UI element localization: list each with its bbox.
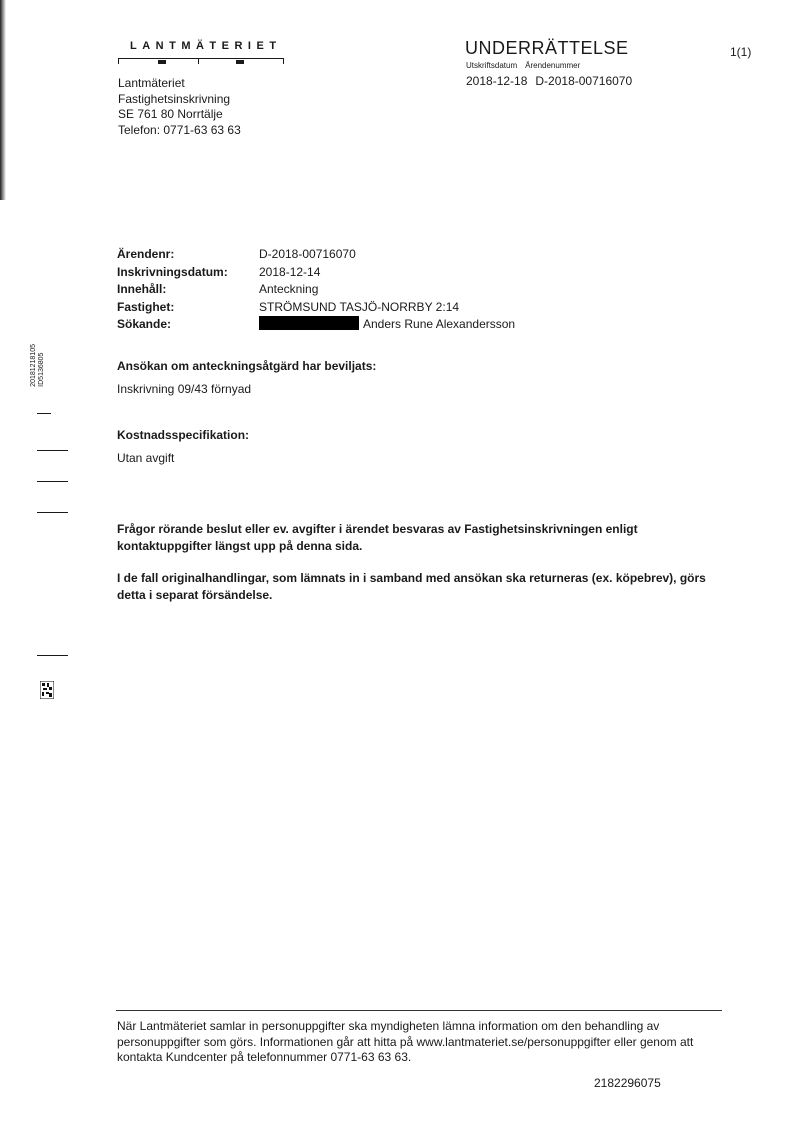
- field-label: Sökande:: [117, 317, 172, 331]
- document-number: 2182296075: [594, 1076, 661, 1090]
- field-label: Ärendenr:: [117, 247, 175, 261]
- field-value: 2018-12-14: [259, 264, 321, 279]
- scan-edge-shadow: [0, 0, 6, 200]
- questions-paragraph: Frågor rörande beslut eller ev. avgifter i ärendet besvaras av Fastighetsinskrivningen enligt kontaktuppgifter längst upp på denna sida.: [117, 522, 638, 553]
- field-row: [117, 299, 515, 317]
- costs-heading: Kostnadsspecifikation:: [117, 428, 250, 442]
- field-label: Innehåll:: [117, 282, 167, 296]
- field-value: D-2018-00716070: [259, 247, 356, 261]
- data-matrix-code: [40, 681, 54, 699]
- privacy-notice: När Lantmäteriet samlar in personuppgifter ska myndigheten lämna information om den behandling av personuppgifter som görs. Informationen går att hitta på www.lantmateriet.se/personuppgifter eller genom att kontakta Kundcenter på telefonnummer 0771-63 63 63.: [117, 1019, 694, 1064]
- sender-line: Fastighetsinskrivning: [118, 91, 231, 106]
- field-value: Anteckning: [259, 282, 319, 296]
- field-row: [117, 281, 515, 299]
- meta-values: [466, 74, 640, 88]
- margin-mark: [37, 512, 68, 513]
- margin-mark: [37, 413, 51, 414]
- field-row: [117, 316, 515, 334]
- logo-scale-ticks: [118, 59, 284, 64]
- decision-heading: Ansökan om anteckningsåtgärd har beviljats:: [117, 359, 377, 373]
- sender-line: Telefon: 0771-63 63 63: [118, 122, 241, 137]
- meta-labels: [466, 61, 588, 70]
- print-date-label: Utskriftsdatum: [466, 61, 518, 70]
- field-row: [117, 246, 515, 264]
- case-number-label: Ärendenummer: [525, 61, 581, 70]
- applicant-name: Anders Rune Alexandersson: [363, 317, 516, 331]
- footer-rule: [116, 1010, 722, 1011]
- case-fields: [117, 246, 515, 334]
- field-label: Inskrivningsdatum:: [117, 264, 228, 279]
- costs-text: Utan avgift: [117, 451, 175, 465]
- field-value: STRÖMSUND TASJÖ-NORRBY 2:14: [259, 299, 460, 314]
- redaction-bar: [259, 316, 359, 330]
- case-number: D-2018-00716070: [535, 74, 633, 88]
- field-value-applicant: [259, 316, 515, 334]
- field-label: Fastighet:: [117, 299, 175, 314]
- margin-mark: [37, 481, 68, 482]
- decision-text: Inskrivning 09/43 förnyad: [117, 382, 252, 396]
- logo-lantmateriet: LANTMÄTERIET: [130, 40, 282, 52]
- print-date: 2018-12-18: [466, 74, 528, 88]
- sender-line: SE 761 80 Norrtälje: [118, 107, 223, 121]
- document-title: UNDERRÄTTELSE: [465, 38, 629, 58]
- sender-address: [118, 76, 241, 138]
- field-row: [117, 264, 515, 282]
- margin-mark: [37, 655, 68, 656]
- side-code-line: 20181218105: [30, 344, 37, 387]
- sender-line: Lantmäteriet: [118, 76, 185, 90]
- margin-mark: [37, 450, 68, 451]
- side-scan-code: [30, 344, 46, 387]
- page-number: 1(1): [730, 45, 752, 59]
- originals-paragraph: I de fall originalhandlingar, som lämnats in i samband med ansökan ska returneras (ex. köpebrev), görs detta i separat försändelse.: [117, 571, 706, 602]
- side-code-line: ID5136805: [38, 352, 45, 387]
